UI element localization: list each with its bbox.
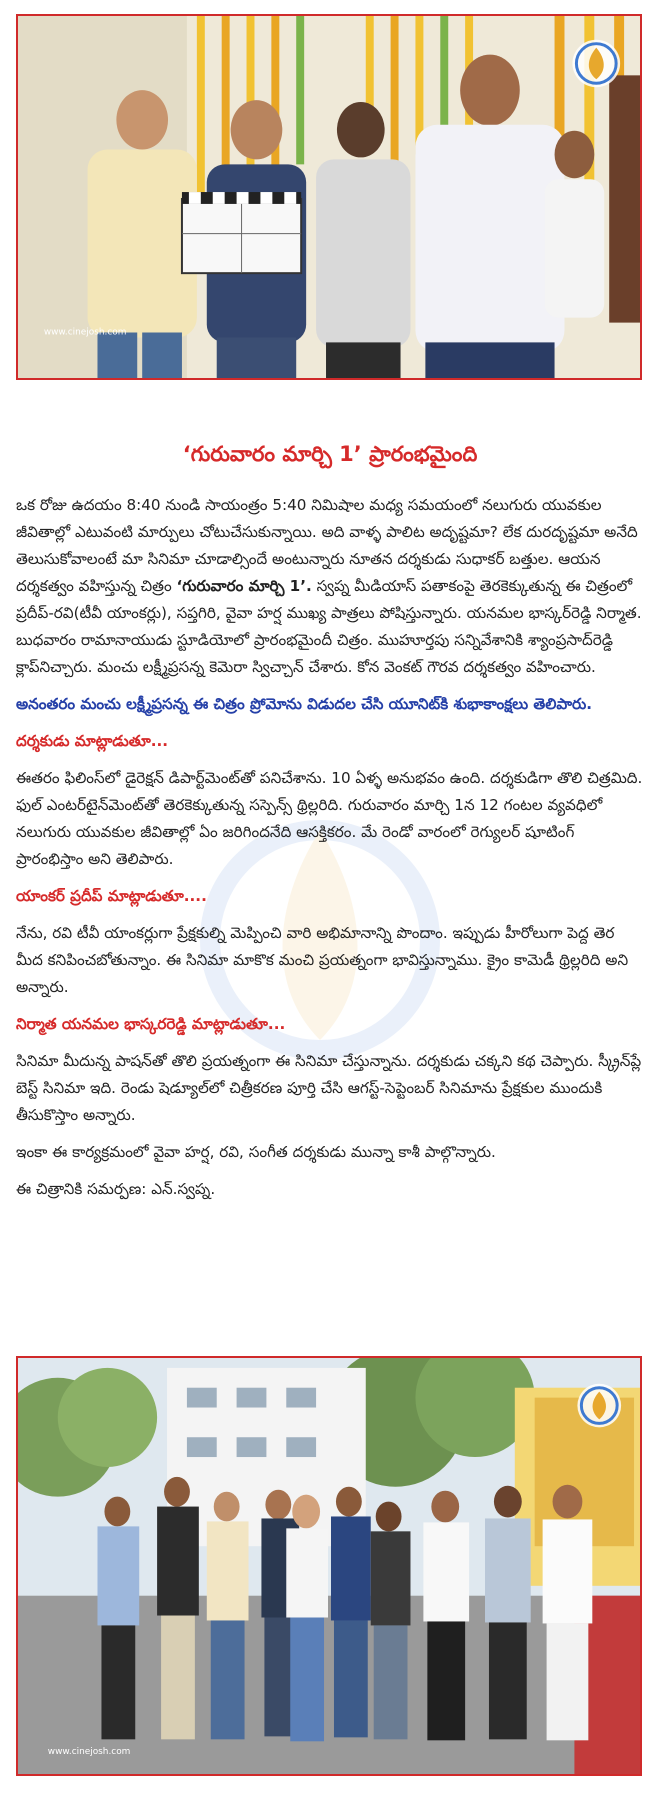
paragraph-promo: అనంతరం మంచు లక్ష్మీప్రసన్న ఈ చిత్రం ప్రోమోను విడుదల చేసి యూనిట్‌కి శుభాకాంక్షలు తెలిపారు.: [16, 695, 593, 713]
intro-text: ఒక రోజు ఉదయం 8:40 నుండి సాయంత్రం 5:40 నిమిషాల మధ్య సమయంలో నలుగురు యువకుల జీవితాల్లో ఎటువంటి మార్పులు చోటుచేసుకున్నాయి. అది వాళ్ళ పాలిట అదృష్టమా? లేక దురదృష్టమా అనేది తెలుసుకోవాలంటే మా సినిమా చూడాల్సిందే అంటున్నారు నూతన దర్శకుడు సుధాకర్ బత్తుల. ఆయన దర్శకత్వం వహిస్తున్న చిత్రం: [16, 496, 638, 595]
top-photo-illustration: [18, 16, 640, 378]
paragraph-presenter: ఈ చిత్రానికి సమర్పణ: ఎన్.స్వప్న.: [16, 1180, 216, 1198]
paragraph-anchor: నేను, రవి టీవీ యాంకర్లుగా ప్రేక్షకుల్ని మెప్పించి వారి అభిమానాన్ని పొందాం. ఇప్పుడు హీరోలుగా పెద్ద తెర మీద కనిపించబోతున్నాం. ఈ సినిమా మాకొక మంచి ప్రయత్నంగా భావిస్తున్నాము. క్రైం కామెడీ థ్రిల్లరిది అని అన్నారు.: [16, 924, 629, 996]
cinejosh-logo-icon: [572, 40, 620, 87]
bottom-photo: [16, 1356, 642, 1776]
article-body: [16, 492, 644, 1213]
photo-watermark: www.cinejosh.com: [43, 327, 127, 338]
intro-text-rest: స్వప్న మీడియాస్ పతాకంపై తెరకెక్కుతున్న ఈ చిత్రంలో ప్రదీప్-రవి(టీవీ యాంకర్లు), సప్తగిరి, వైవా హర్ష ముఖ్య పాత్రలు పోషిస్తున్నారు. యనమల భాస్కర్‌రెడ్డి నిర్మాత. బుధవారం రామానాయుడు స్టూడియోలో ప్రారంభమైందీ చిత్రం. ముహూర్తపు సన్నివేశానికి శ్యాంప్రసాద్‌రెడ్డి క్లాప్‌నిచ్చారు. మంచు లక్ష్మీప్రసన్న కెమెరా స్విచ్చాన్ చేశారు. కోన వెంకట్ గౌరవ దర్శకత్వం వహించారు.: [16, 577, 642, 676]
paragraph-attendees: ఇంకా ఈ కార్యక్రమంలో వైవా హర్ష, రవి, సంగీత దర్శకుడు మున్నా కాశీ పాల్గొన్నారు.: [16, 1143, 496, 1161]
subheading-anchor: యాంకర్ ప్రదీప్ మాట్లాడుతూ....: [16, 887, 207, 905]
film-title-inline: ‘గురువారం మార్చి 1’.: [176, 577, 312, 595]
paragraph-intro: [16, 492, 644, 681]
paragraph-director: ఈతరం ఫిలింస్‌లో డైరెక్షన్ డిపార్ట్‌మెంట్‌తో పనిచేశాను. 10 ఏళ్ళ అనుభవం ఉంది. దర్శకుడిగా తొలి చిత్రమిది. ఫుల్ ఎంటర్‌టైన్‌మెంట్‌తో తెరకెక్కుతున్న సస్పెన్స్ థ్రిల్లరిది. గురువారం మార్చి 1న 12 గంటల వ్యవధిలో నలుగురు యువకుల జీవితాల్లో ఏం జరిగిందనేది ఆసక్తికరం. మే రెండో వారంలో రెగ్యులర్ షూటింగ్ ప్రారంభిస్తాం అని తెలిపారు.: [16, 769, 643, 868]
article-headline: ‘గురువారం మార్చి 1’ ప్రారంభమైంది: [182, 442, 478, 466]
bottom-photo-illustration: [18, 1358, 640, 1774]
photo-watermark-bottom: www.cinejosh.com: [47, 1747, 131, 1758]
top-photo: [16, 14, 642, 380]
clapboard-icon: [182, 192, 301, 273]
subheading-producer: నిర్మాత యనమల భాస్కరరెడ్డి మాట్లాడుతూ...: [16, 1015, 286, 1033]
subheading-director: దర్శకుడు మాట్లాడుతూ...: [16, 732, 169, 750]
cinejosh-logo-icon-bottom: [577, 1384, 621, 1428]
paragraph-producer: సినిమా మీదున్న పాషన్‌తో తొలి ప్రయత్నంగా ఈ సినిమా చేస్తున్నాను. దర్శకుడు చక్కని కథ చెప్పారు. స్క్రీన్‌ప్లే బెస్ట్ సినిమా ఇది. రెండు షెడ్యూల్‌లో చిత్రీకరణ పూర్తి చేసి ఆగస్ట్-సెప్టెంబర్ సినిమాను ప్రేక్షకుల ముందుకి తీసుకొస్తాం అన్నారు.: [16, 1052, 642, 1124]
